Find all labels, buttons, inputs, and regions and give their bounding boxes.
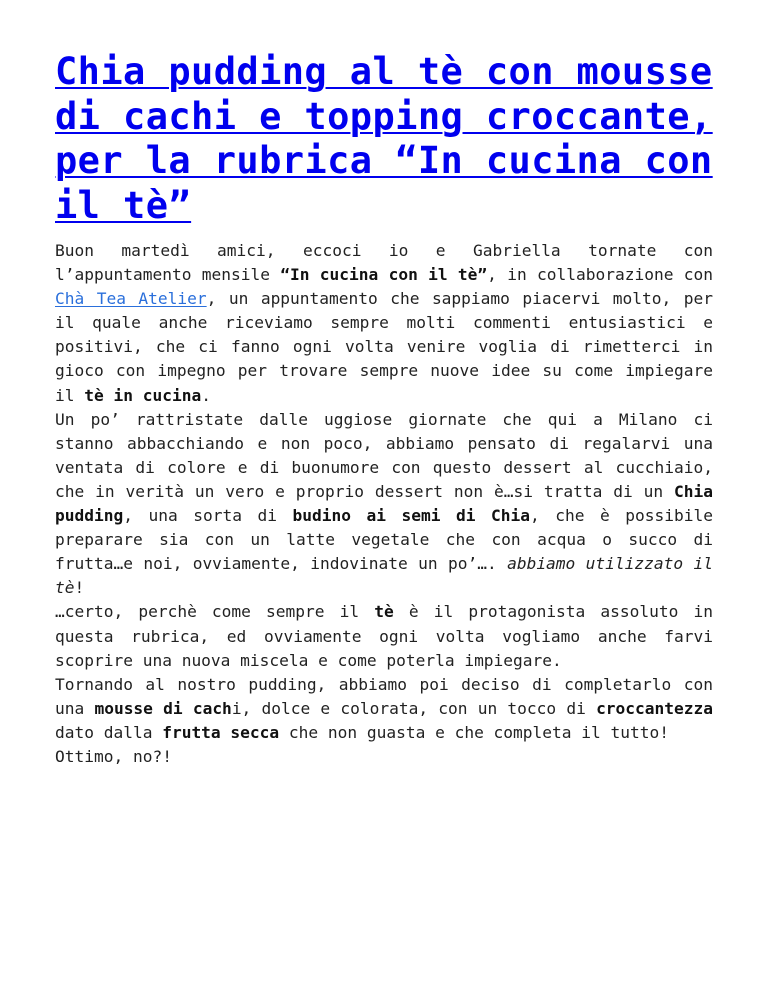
cha-tea-atelier-link[interactable]: Chà Tea Atelier: [55, 289, 207, 309]
article-title: [55, 50, 713, 228]
bold-te-in-cucina: tè in cucina: [84, 385, 202, 405]
text-span: Tornando al nostro pudding, abbiamo poi deciso di completarlo con una: [55, 674, 713, 718]
article-title-link[interactable]: Chia pudding al tè con mousse di cachi e topping croccante, per la rubrica “In cucina con il tè”: [55, 50, 713, 227]
text-span: che non guasta e che completa il tutto!: [279, 722, 669, 742]
text-span: , un appuntamento che sappiamo piacervi molto, per il quale anche riceviamo sempre molti commenti entusiastici e positivi, che ci fanno ogni volta venire voglia di rimetterci in gioco con impegno per trovare sempre nuove idee su come impiegare il: [55, 289, 713, 405]
text-span: è il protagonista assoluto in questa rubrica, ed ovviamente ogni volta vogliamo anche farvi scoprire una nuova miscela e come poterla impiegare.: [55, 602, 713, 670]
text-span: Buon martedì amici, eccoci io e Gabriella tornate con l’appuntamento mensile: [55, 241, 713, 285]
italic-abbiamo-utilizzato: abbiamo utilizzato il tè: [55, 554, 713, 598]
text-span: Un po’ rattristate dalle uggiose giornate che qui a Milano ci stanno abbacchiando e non poco, abbiamo pensato di regalarvi una ventata di colore e di buonumore con questo dessert al cucchiaio, che in verità un vero e proprio dessert non è…si tratta di un: [55, 409, 713, 501]
bold-frutta-secca: frutta secca: [162, 722, 280, 742]
paragraph-chia-pudding: [55, 408, 713, 601]
text-span: …certo, perchè come sempre il: [55, 602, 375, 622]
text-span: .: [201, 385, 211, 405]
text-span: dato dalla: [55, 722, 163, 742]
bold-mousse-di-cachi: mousse di cach: [94, 698, 232, 718]
text-span: , che è possibile preparare sia con un latte vegetale che con acqua o succo di frutta…e noi, ovviamente, indovinate un po’….: [55, 506, 714, 574]
paragraph-te-protagonista: [55, 600, 713, 672]
text-span: , una sorta di: [123, 506, 293, 526]
article-body: [55, 239, 713, 769]
paragraph-ottimo: [55, 745, 713, 769]
bold-croccantezza: croccantezza: [596, 698, 714, 718]
paragraph-mousse-cachi: [55, 673, 713, 745]
bold-te: tè: [374, 602, 394, 622]
text-span: !: [74, 578, 85, 598]
article: [55, 50, 713, 769]
bold-chia-pudding: Chia pudding: [55, 481, 713, 526]
bold-budino-semi-chia: budino ai semi di Chia: [292, 506, 531, 526]
text-span: Ottimo, no?!: [55, 746, 172, 766]
paragraph-intro: [55, 239, 713, 408]
text-span: i, dolce e colorata, con un tocco di: [231, 698, 597, 718]
text-span: , in collaborazione con: [487, 265, 713, 285]
bold-rubric-name: “In cucina con il tè”: [280, 265, 488, 285]
